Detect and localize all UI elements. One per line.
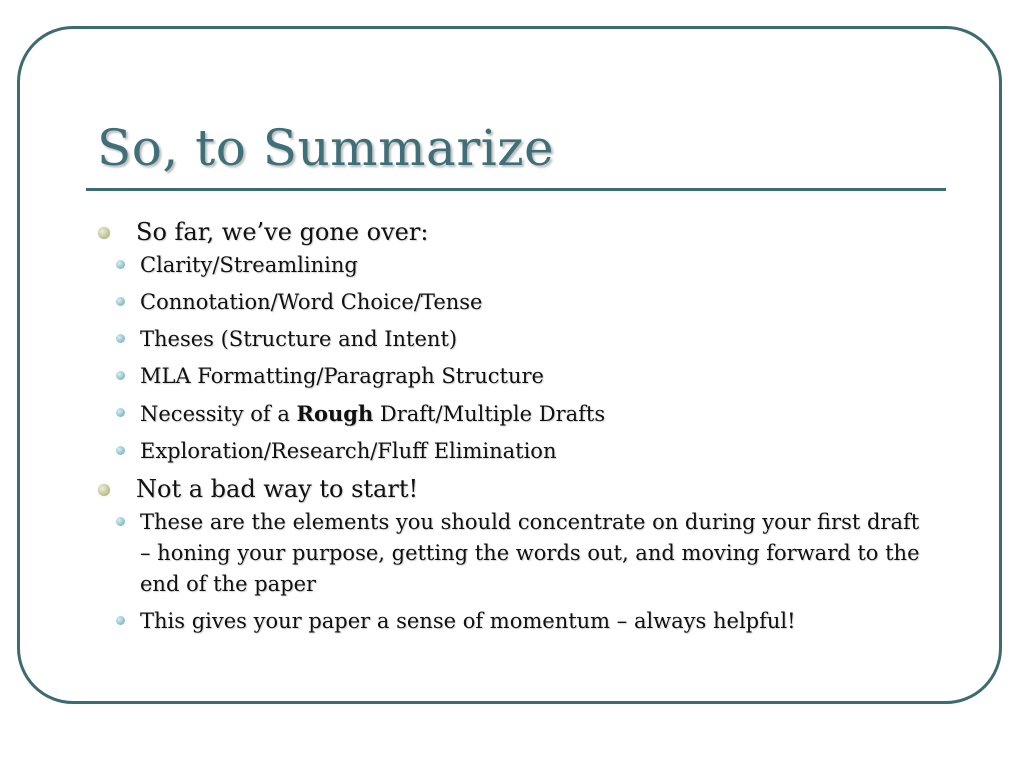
sub-bullet-text: These are the elements you should concentrate on during your first draft – honing your purpose, getting the words out, and moving forward to the end of the paper — [140, 510, 920, 596]
sub-bullet-exploration — [96, 436, 936, 467]
bullet-not-bad — [96, 473, 936, 505]
sub-bullet-text: Theses (Structure and Intent) — [140, 327, 458, 351]
sub-bullet-dot-icon — [116, 517, 125, 526]
bullet-dot-icon — [98, 484, 110, 496]
sub-bullet-text: MLA Formatting/Paragraph Structure — [140, 364, 544, 388]
sub-bullet-text: This gives your paper a sense of momentum – always helpful! — [140, 609, 796, 633]
sub-bullet-dot-icon — [116, 408, 125, 417]
slide-title: So, to Summarize — [97, 119, 555, 177]
sub-bullet-dot-icon — [116, 260, 125, 269]
sub-bullet-text: Connotation/Word Choice/Tense — [140, 290, 483, 314]
sub-bullet-dot-icon — [116, 297, 125, 306]
sub-bullet-text: Exploration/Research/Fluff Elimination — [140, 439, 557, 463]
sub-bullet-theses — [96, 324, 936, 355]
bullet-so-far — [96, 216, 936, 248]
sub-bullet-connotation — [96, 287, 936, 318]
sub-bullet-momentum — [96, 606, 936, 637]
sub-bullet-suffix: Draft/Multiple Drafts — [373, 402, 606, 426]
slide-content — [96, 216, 936, 643]
title-underline — [86, 188, 946, 191]
sub-bullet-clarity — [96, 250, 936, 281]
sub-bullet-elements — [96, 507, 936, 600]
bullet-text: Not a bad way to start! — [136, 475, 419, 503]
sub-bullet-bold: Rough — [296, 401, 374, 426]
sub-bullet-dot-icon — [116, 334, 125, 343]
sub-bullet-mla — [96, 361, 936, 392]
sub-bullet-rough-draft — [96, 398, 936, 430]
sub-bullet-list — [96, 507, 936, 637]
sub-bullet-dot-icon — [116, 371, 125, 380]
sub-bullet-text: Clarity/Streamlining — [140, 253, 358, 277]
sub-bullet-list — [96, 250, 936, 467]
bullet-dot-icon — [98, 227, 110, 239]
bullet-text: So far, we’ve gone over: — [136, 218, 429, 246]
sub-bullet-dot-icon — [116, 616, 125, 625]
sub-bullet-dot-icon — [116, 446, 125, 455]
sub-bullet-prefix: Necessity of a — [140, 402, 297, 426]
